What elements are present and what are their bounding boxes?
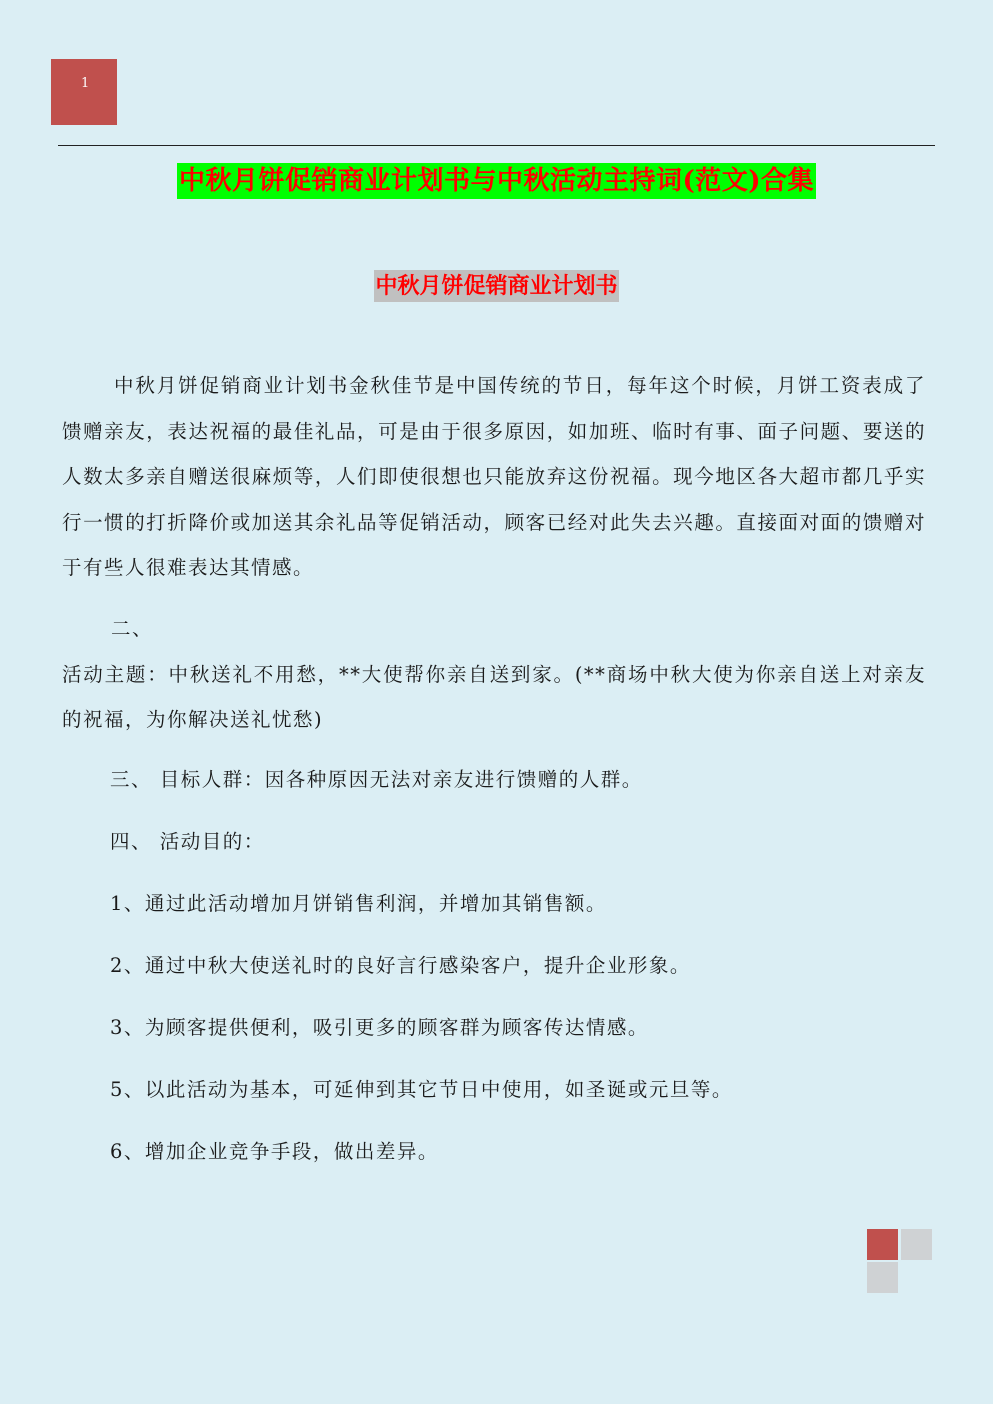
intro-paragraph: 中秋月饼促销商业计划书金秋佳节是中国传统的节日，每年这个时候，月饼工资表成了馈赠亲友，表达祝福的最佳礼品，可是由于很多原因，如加班、临时有事、面子问题、要送的人数太多亲自赠送很麻烦等，人们即使很想也只能放弃这份祝福。现今地区各大超市都几乎实行一惯的打折降价或加送其余礼品等促销活动，顾客已经对此失去兴趣。直接面对面的馈赠对于有些人很难表达其情感。 (62, 374, 926, 580)
document-title: 中秋月饼促销商业计划书与中秋活动主持词(范文)合集 (177, 163, 816, 199)
goal-item: 1、通过此活动增加月饼销售利润，并增加其销售额。 (110, 892, 607, 915)
document-title-wrapper (0, 163, 993, 199)
header-divider (58, 145, 935, 146)
page-number-badge (51, 59, 117, 125)
corner-decoration-grey (867, 1262, 898, 1293)
goal-item: 6、增加企业竞争手段，做出差异。 (110, 1140, 439, 1163)
activity-goals-heading: 四、 活动目的： (110, 830, 265, 853)
target-audience-line: 三、 目标人群：因各种原因无法对亲友进行馈赠的人群。 (110, 768, 643, 791)
corner-decoration-grey (901, 1229, 932, 1260)
corner-decoration-red (867, 1229, 898, 1260)
goal-item: 3、为顾客提供便利，吸引更多的顾客群为顾客传达情感。 (110, 1016, 649, 1039)
section-title: 中秋月饼促销商业计划书 (374, 270, 618, 302)
goal-item: 5、以此活动为基本，可延伸到其它节日中使用，如圣诞或元旦等。 (110, 1078, 733, 1101)
goal-item: 2、通过中秋大使送礼时的良好言行感染客户，提升企业形象。 (110, 954, 691, 977)
section-two-label: 二、 (111, 617, 154, 640)
activity-theme-paragraph: 活动主题：中秋送礼不用愁，**大使帮你亲自送到家。(**商场中秋大使为你亲自送上对亲友的祝福，为你解决送礼忧愁) (62, 662, 926, 732)
section-title-wrapper (0, 270, 993, 302)
page-number: 1 (81, 76, 90, 91)
section-two (62, 606, 926, 743)
